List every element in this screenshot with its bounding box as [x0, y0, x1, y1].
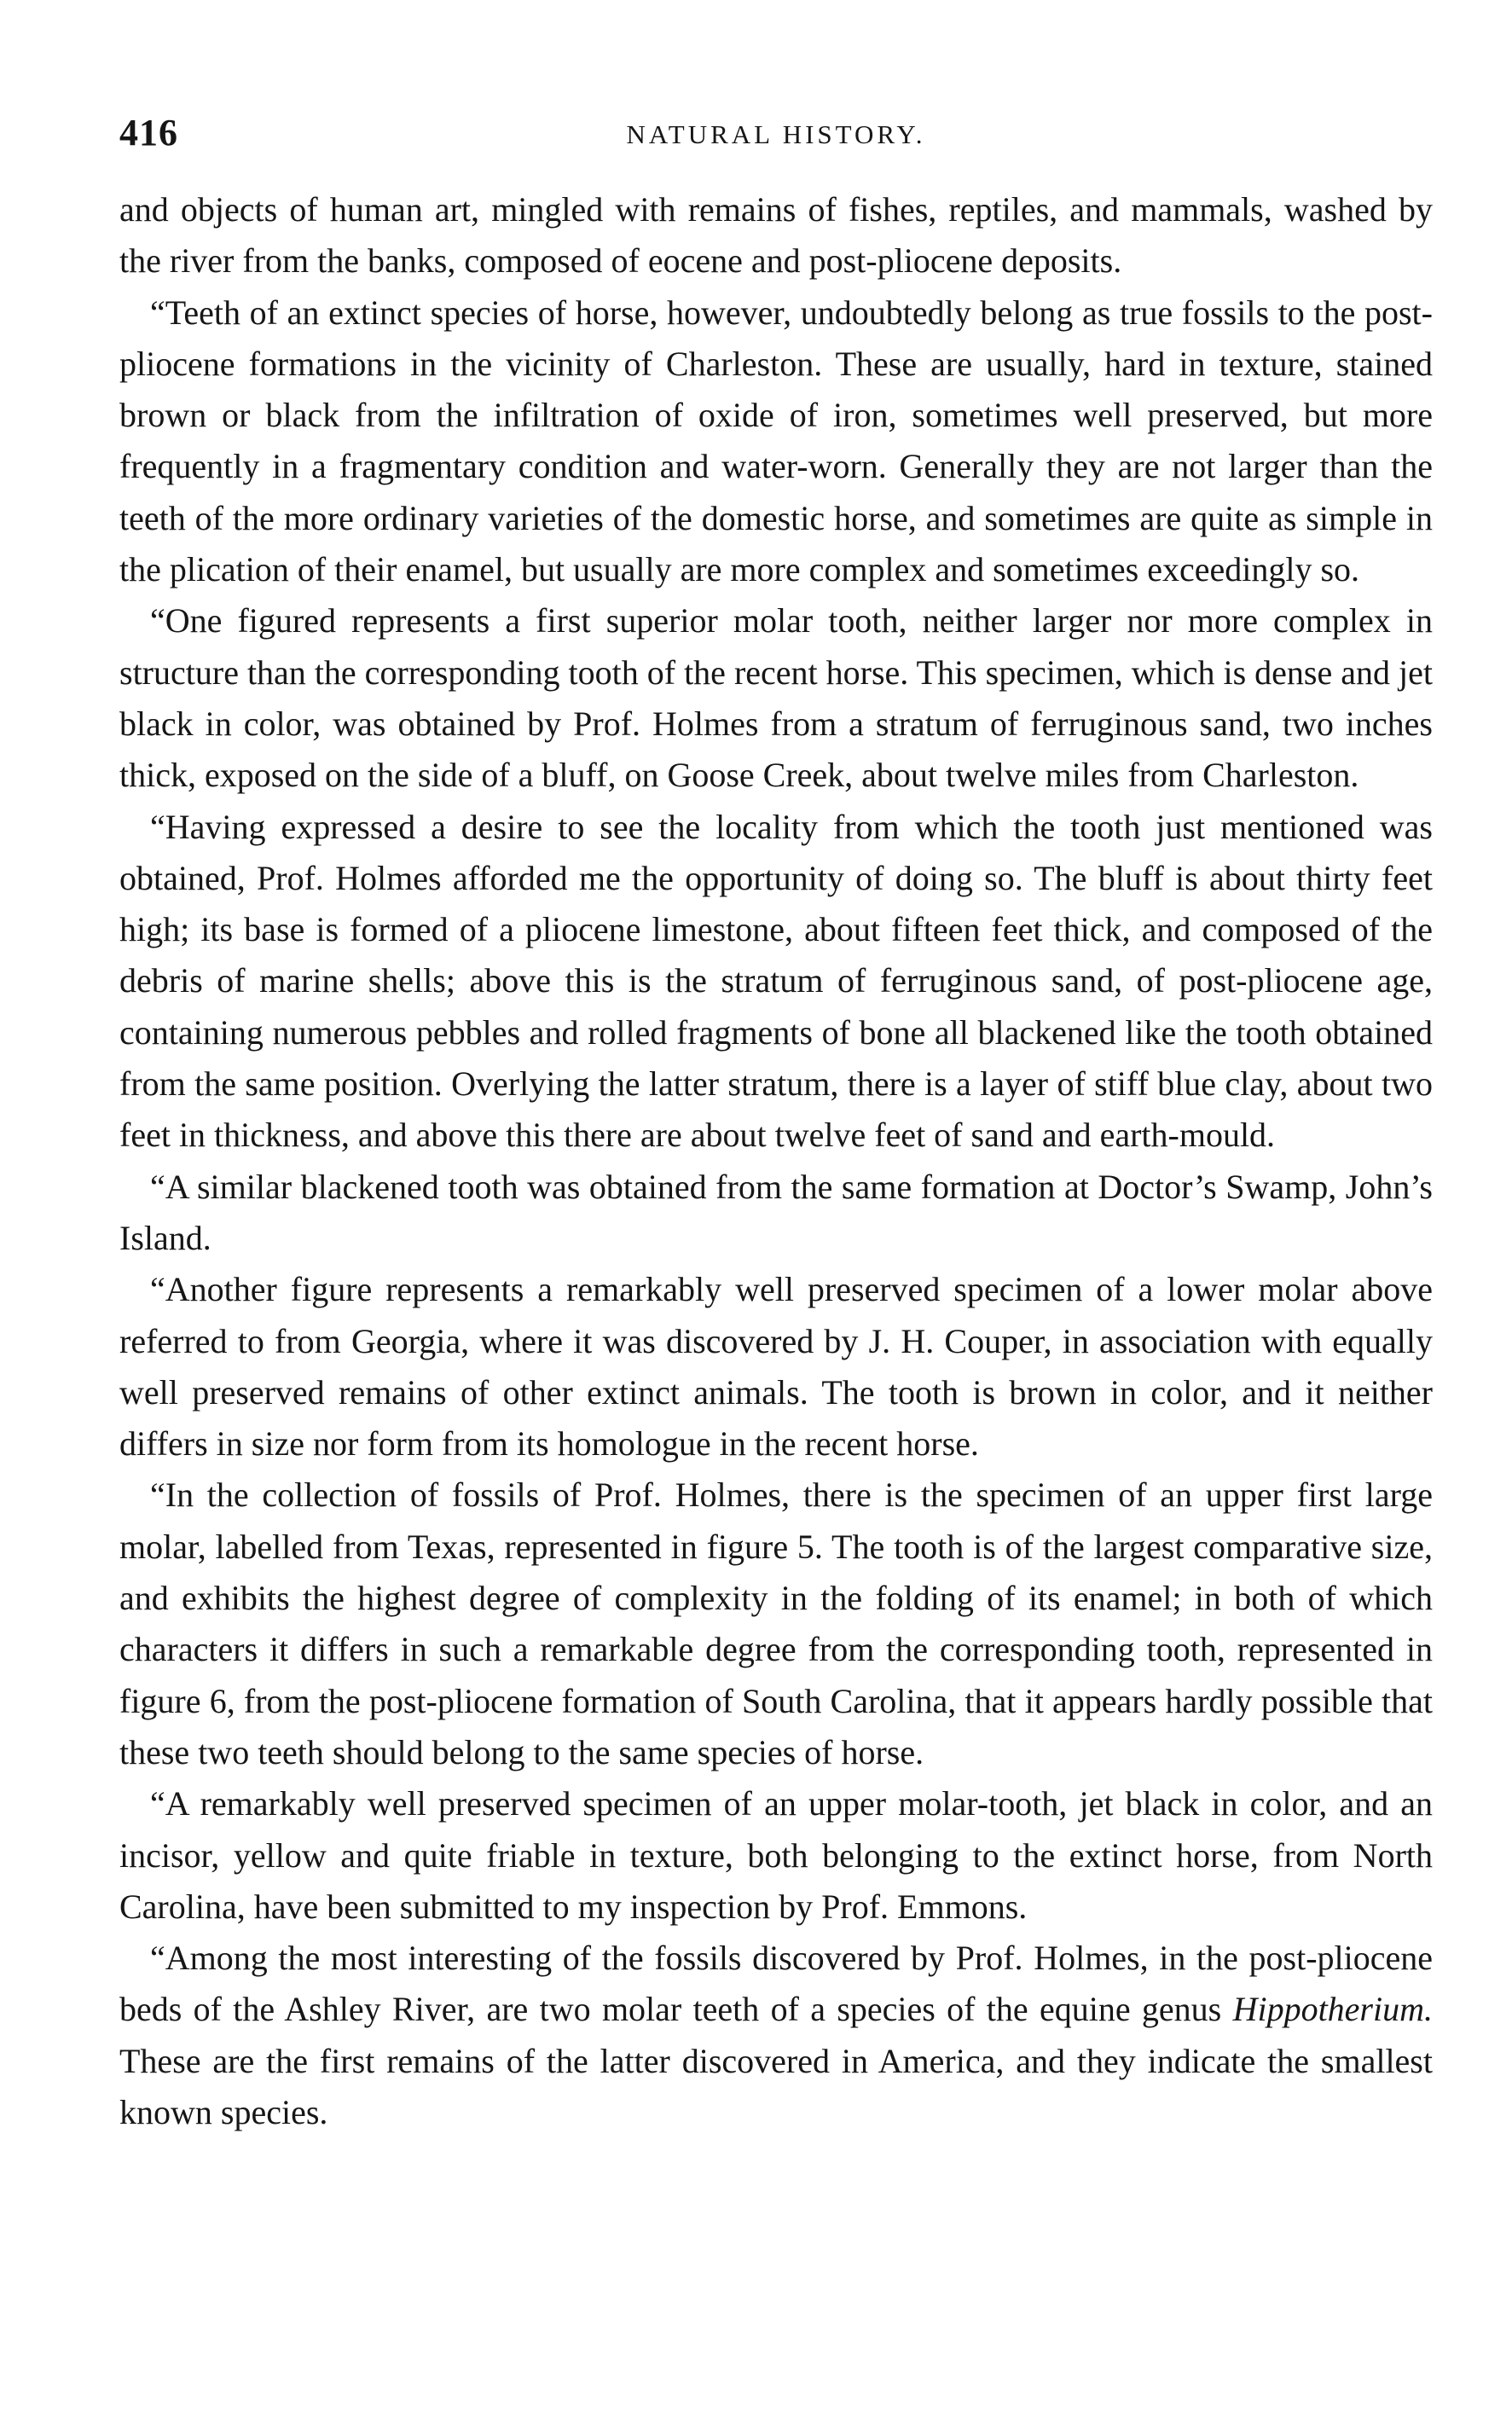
paragraph-text: These are the first remains of the latter discovered in America, and they indicate the smallest known species.	[119, 2041, 1433, 2131]
genus-name: Hippotherium.	[1232, 1990, 1433, 2029]
paragraph: “Having expressed a desire to see the locality from which the tooth just mentioned was obtained, Prof. Holmes afforded me the opportunity of doing so. The bluff is about thirty feet high; its base is formed of a pliocene limestone, about fifteen feet thick, and composed of the debris of marine shells; above this is the stratum of ferruginous sand, of post-pliocene age, containing numerous pebbles and rolled fragments of bone all blackened like the tooth obtained from the same position. Overlying the latter stratum, there is a layer of stiff blue clay, about two feet in thickness, and above this there are about twelve feet of sand and earth-mould.	[119, 807, 1433, 1155]
paragraph: “One figured represents a first superior molar tooth, neither larger nor more complex in structure than the corresponding tooth of the recent horse. This specimen, which is dense and jet black in color, was obtained by Prof. Holmes from a stratum of ferruginous sand, two inches thick, exposed on the side of a bluff, on Goose Creek, about twelve miles from Charleston.	[119, 601, 1433, 795]
body-text	[119, 184, 1433, 2138]
paragraph: “Teeth of an extinct species of horse, however, undoubtedly belong as true fossils to the post-pliocene formations in the vicinity of Charleston. These are usually, hard in texture, stained brown or black from the infiltration of oxide of iron, sometimes well preserved, but more frequently in a fragmentary condition and water-worn. Generally they are not larger than the teeth of the more ordinary varieties of the domestic horse, and sometimes are quite as simple in the plication of their enamel, but usually are more complex and sometimes exceedingly so.	[119, 293, 1433, 589]
book-page	[119, 111, 1433, 2138]
running-head: NATURAL HISTORY.	[626, 119, 926, 149]
paragraph: “In the collection of fossils of Prof. Holmes, there is the specimen of an upper first large molar, labelled from Texas, represented in figure 5. The tooth is of the largest comparative size, and exhibits the highest degree of complexity in the folding of its enamel; in both of which characters it differs in such a remarkable degree from the corresponding tooth, represented in figure 6, from the post-pliocene formation of South Carolina, that it appears hardly possible that these two teeth should belong to the same species of horse.	[119, 1475, 1433, 1771]
page-header	[119, 111, 1433, 179]
paragraph: “A remarkably well preserved specimen of an upper molar-tooth, jet black in color, and an incisor, yellow and quite friable in texture, both belonging to the extinct horse, from North Carolina, have been submitted to my inspection by Prof. Emmons.	[119, 1784, 1433, 1926]
paragraph-text: “Among the most interesting of the fossils discovered by Prof. Holmes, in the post-pliocene beds of the Ashley River, are two molar teeth of a species of the equine genus	[119, 1939, 1433, 2029]
paragraph: and objects of human art, mingled with remains of fishes, reptiles, and mammals, washed by the river from the banks, composed of eocene and post-pliocene deposits.	[119, 190, 1433, 281]
paragraph: “Another figure represents a remarkably well preserved specimen of a lower molar above referred to from Georgia, where it was discovered by J. H. Couper, in association with equally well preserved remains of other extinct animals. The tooth is brown in color, and it neither differs in size nor form from its homologue in the recent horse.	[119, 1270, 1433, 1464]
paragraph	[119, 1933, 1433, 2138]
page-number: 416	[119, 112, 178, 154]
paragraph: “A similar blackened tooth was obtained from the same formation at Doctor’s Swamp, John’s Island.	[119, 1167, 1433, 1257]
